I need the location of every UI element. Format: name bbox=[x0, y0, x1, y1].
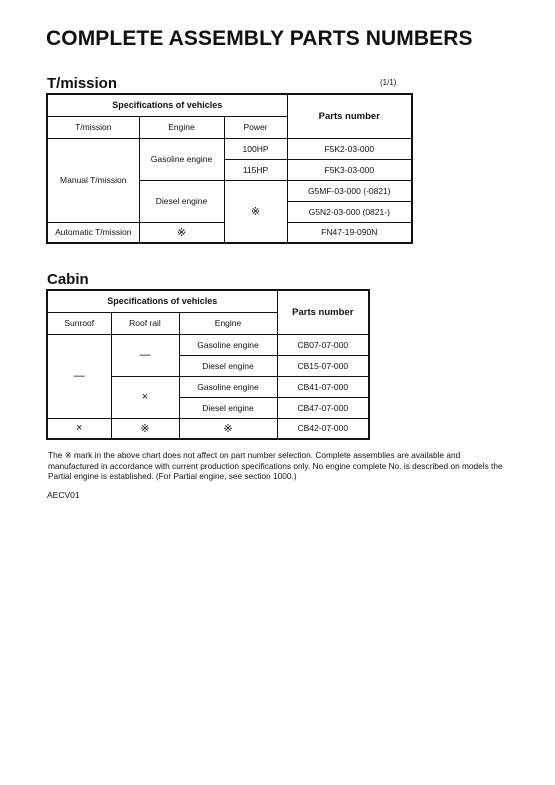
cabin-section-title: Cabin bbox=[47, 271, 89, 288]
diesel-engine-cell: Diesel engine bbox=[139, 180, 224, 222]
part-number-cell: F5K2-03-000 bbox=[287, 138, 412, 159]
parts-number-header: Parts number bbox=[277, 290, 369, 334]
automatic-tmission-cell: Automatic T/mission bbox=[47, 222, 139, 243]
part-number-cell: CB41-07-000 bbox=[277, 376, 369, 397]
part-number-cell: CB47-07-000 bbox=[277, 397, 369, 418]
tmission-table bbox=[46, 93, 413, 244]
part-number-cell: CB07-07-000 bbox=[277, 334, 369, 355]
col-header-tmission: T/mission bbox=[47, 116, 139, 138]
mark-cell: ※ bbox=[224, 180, 287, 243]
spec-header: Specifications of vehicles bbox=[47, 290, 277, 312]
mark-cell: ※ bbox=[179, 418, 277, 439]
part-number-cell: G5N2-03-000 (0821-) bbox=[287, 201, 412, 222]
col-header-engine: Engine bbox=[139, 116, 224, 138]
col-header-roofrail: Roof rail bbox=[111, 312, 179, 334]
col-header-engine: Engine bbox=[179, 312, 277, 334]
part-number-cell: F5K3-03-000 bbox=[287, 159, 412, 180]
cabin-table bbox=[46, 289, 370, 440]
engine-cell: Diesel engine bbox=[179, 397, 277, 418]
roofrail-dash-cell: — bbox=[111, 334, 179, 376]
col-header-power: Power bbox=[224, 116, 287, 138]
mark-cell: ※ bbox=[111, 418, 179, 439]
footnote: The ※ mark in the above chart does not affect on part number selection. Complete assemblies are available and manufactured in accordance with current production specifications only. No engine complete No. is described on models the Partial engine is established. (For Partial engine, see section 1000.) bbox=[48, 450, 503, 481]
roofrail-cross-cell: × bbox=[111, 376, 179, 418]
power-cell: 100HP bbox=[224, 138, 287, 159]
power-cell: 115HP bbox=[224, 159, 287, 180]
part-number-cell: CB15-07-000 bbox=[277, 355, 369, 376]
parts-number-header: Parts number bbox=[287, 94, 412, 138]
sunroof-cross-cell: × bbox=[47, 418, 111, 439]
col-header-sunroof: Sunroof bbox=[47, 312, 111, 334]
page-indicator: (1/1) bbox=[380, 78, 397, 87]
part-number-cell: G5MF-03-000 (-0821) bbox=[287, 180, 412, 201]
engine-cell: Diesel engine bbox=[179, 355, 277, 376]
part-number-cell: CB42-07-000 bbox=[277, 418, 369, 439]
spec-header: Specifications of vehicles bbox=[47, 94, 287, 116]
page-title: COMPLETE ASSEMBLY PARTS NUMBERS bbox=[46, 27, 473, 50]
engine-cell: Gasoline engine bbox=[179, 376, 277, 397]
tmission-section-title: T/mission bbox=[47, 75, 118, 92]
gasoline-engine-cell: Gasoline engine bbox=[139, 138, 224, 180]
manual-tmission-cell: Manual T/mission bbox=[47, 138, 139, 222]
sunroof-dash-cell: — bbox=[47, 334, 111, 418]
document-code: AECV01 bbox=[47, 490, 80, 500]
engine-cell: Gasoline engine bbox=[179, 334, 277, 355]
part-number-cell: FN47-19-090N bbox=[287, 222, 412, 243]
mark-cell: ※ bbox=[139, 222, 224, 243]
